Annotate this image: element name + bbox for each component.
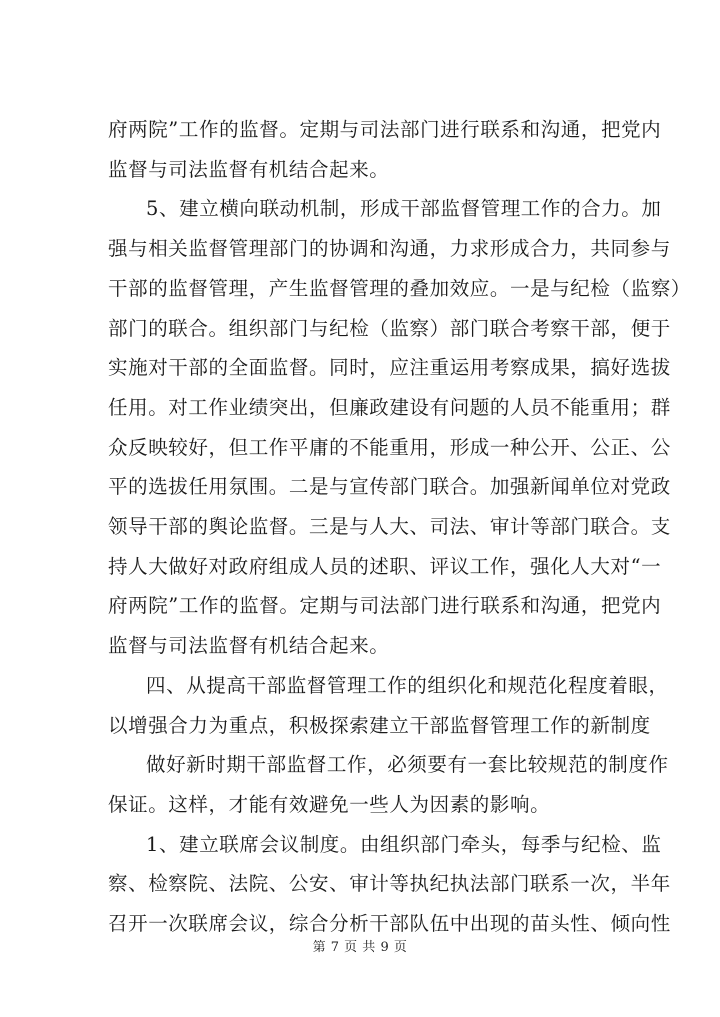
page-number-footer: 第 7 页 共 9 页 [312, 940, 408, 955]
text-line: 监督与司法监督有机结合起来。 [108, 158, 390, 181]
text-line: 持人大做好对政府组成人员的述职、评议工作，强化人大对“一 [108, 555, 662, 578]
text-line: 任用。对工作业绩突出，但廉政建设有问题的人员不能重用；群 [108, 396, 671, 419]
text-line: 干部的监督管理，产生监督管理的叠加效应。一是与纪检（监察） [108, 277, 691, 300]
text-line: 1、建立联席会议制度。由组织部门牵头，每季与纪检、监 [146, 833, 662, 856]
text-line: 府两院”工作的监督。定期与司法部门进行联系和沟通，把党内 [108, 594, 662, 617]
text-line: 强与相关监督管理部门的协调和沟通，力求形成合力，共同参与 [108, 237, 671, 260]
text-line: 实施对干部的全面监督。同时，应注重运用考察成果，搞好选拔 [108, 356, 671, 379]
text-line: 平的选拔任用氛围。二是与宣传部门联合。加强新闻单位对党政 [108, 475, 671, 498]
text-line: 做好新时期干部监督工作，必须要有一套比较规范的制度作 [146, 753, 669, 776]
text-line: 府两院”工作的监督。定期与司法部门进行联系和沟通，把党内 [108, 118, 662, 141]
text-line: 监督与司法监督有机结合起来。 [108, 634, 390, 657]
text-line: 领导干部的舆论监督。三是与人大、司法、审计等部门联合。支 [108, 515, 671, 538]
text-line: 察、检察院、法院、公安、审计等执纪执法部门联系一次，半年 [108, 872, 671, 895]
text-line: 众反映较好，但工作平庸的不能重用，形成一种公开、公正、公 [108, 436, 671, 459]
text-line: 部门的联合。组织部门与纪检（监察）部门联合考察干部，便于 [108, 317, 671, 340]
text-line: 四、从提高干部监督管理工作的组织化和规范化程度着眼， [146, 674, 669, 697]
text-line: 5、建立横向联动机制，形成干部监督管理工作的合力。加 [146, 197, 662, 220]
text-line: 保证。这样，才能有效避免一些人为因素的影响。 [108, 793, 551, 816]
text-line: 召开一次联席会议，综合分析干部队伍中出现的苗头性、倾向性 [108, 912, 671, 935]
text-line: 以增强合力为重点，积极探索建立干部监督管理工作的新制度 [108, 714, 651, 737]
